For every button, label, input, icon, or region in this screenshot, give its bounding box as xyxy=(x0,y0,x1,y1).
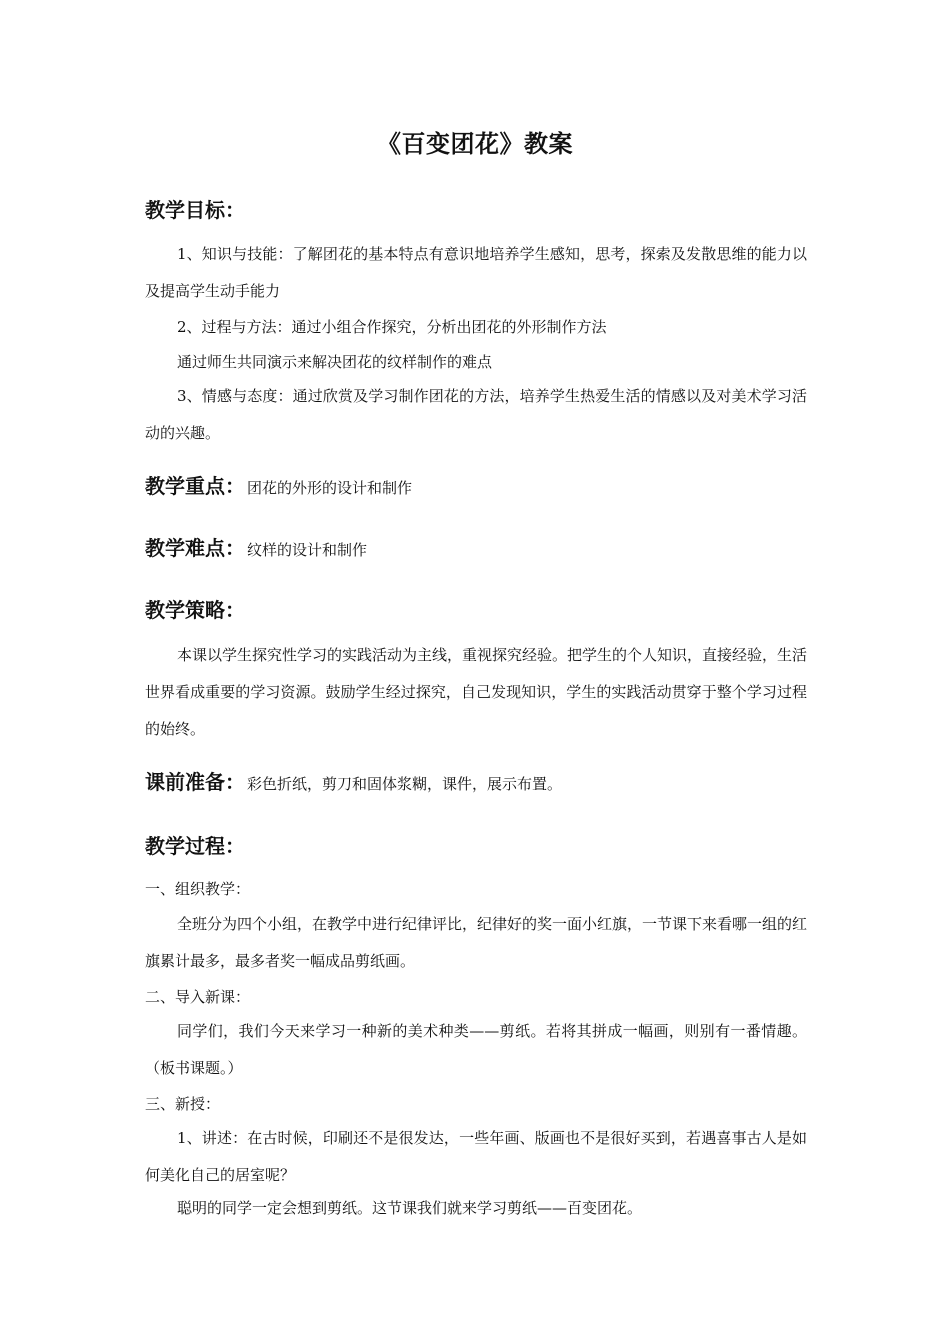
objective-item-2b: 通过师生共同演示来解决团花的纹样制作的难点 xyxy=(177,353,493,371)
key-point-text: 团花的外形的设计和制作 xyxy=(247,479,413,497)
key-point-heading: 教学重点： xyxy=(145,474,245,498)
difficulty-row xyxy=(145,532,367,561)
strategy-heading: 教学策略： xyxy=(145,598,245,622)
difficulty-heading: 教学难点： xyxy=(145,536,245,560)
preparation-heading: 课前准备： xyxy=(145,770,245,794)
document-title: 《百变团花》教案 xyxy=(377,129,573,158)
preparation-text: 彩色折纸，剪刀和固体浆糊，课件，展示布置。 xyxy=(247,775,563,793)
section-2-text: 同学们，我们今天来学习一种新的美术种类——剪纸。若将其拼成一幅画，则别有一番情趣。（板书课题。） xyxy=(145,1022,807,1077)
section-3-text: 1、讲述：在古时候，印刷还不是很发达，一些年画、版画也不是很好买到，若遇喜事古人是如何美化自己的居室呢？ xyxy=(145,1129,807,1184)
objective-item-1: 1、知识与技能：了解团花的基本特点有意识地培养学生感知，思考，探索及发散思维的能力以及提高学生动手能力 xyxy=(145,245,807,300)
preparation-row xyxy=(145,766,562,795)
objectives-heading: 教学目标： xyxy=(145,198,245,222)
section-2-title: 二、导入新课： xyxy=(145,988,251,1006)
section-1-title: 一、组织教学： xyxy=(145,880,251,898)
section-3-text-2: 聪明的同学一定会想到剪纸。这节课我们就来学习剪纸——百变团花。 xyxy=(177,1199,643,1217)
objective-item-2: 2、过程与方法：通过小组合作探究，分析出团花的外形制作方法 xyxy=(177,318,607,336)
key-point-row xyxy=(145,470,412,499)
process-heading: 教学过程： xyxy=(145,834,245,858)
difficulty-text: 纹样的设计和制作 xyxy=(247,541,368,559)
section-3-title: 三、新授： xyxy=(145,1095,221,1113)
objective-item-3: 3、情感与态度：通过欣赏及学习制作团花的方法，培养学生热爱生活的情感以及对美术学习活动的兴趣。 xyxy=(145,387,807,442)
strategy-text: 本课以学生探究性学习的实践活动为主线，重视探究经验。把学生的个人知识，直接经验，生活世界看成重要的学习资源。鼓励学生经过探究，自己发现知识，学生的实践活动贯穿于整个学习过程的始终。 xyxy=(145,646,808,738)
section-1-text: 全班分为四个小组，在教学中进行纪律评比，纪律好的奖一面小红旗，一节课下来看哪一组的红旗累计最多，最多者奖一幅成品剪纸画。 xyxy=(145,915,808,970)
